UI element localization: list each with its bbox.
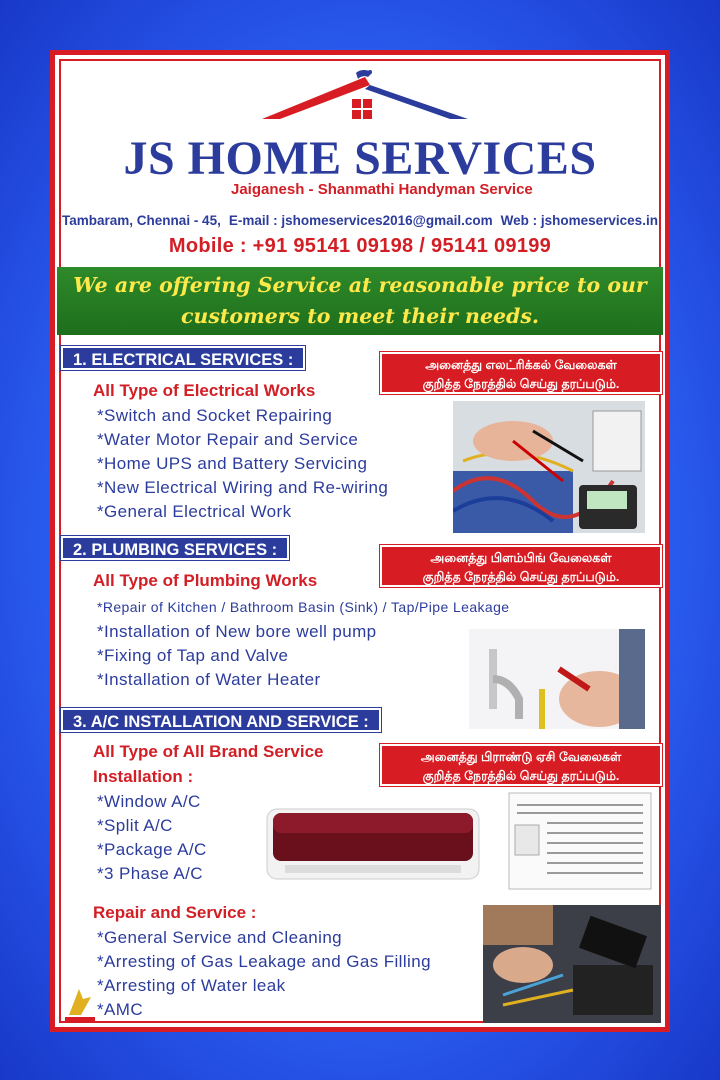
- web-link[interactable]: Web : jshomeservices.in: [500, 213, 658, 228]
- ac-repair-list: [97, 926, 431, 1022]
- split-ac-image: [265, 805, 481, 885]
- ac-repair-heading: Repair and Service :: [93, 903, 257, 922]
- plumbing-list-small: [97, 595, 509, 619]
- plumbing-photo: [469, 629, 645, 729]
- list-item: * 3 Phase A/C: [97, 862, 207, 886]
- ac-repair-photo: [483, 905, 661, 1023]
- list-item: * Window A/C: [97, 790, 207, 814]
- email-link[interactable]: E-mail : jshomeservices2016@gmail.com: [228, 213, 493, 228]
- designer-logo-icon: [65, 985, 95, 1025]
- electrical-section-heading: 1. ELECTRICAL SERVICES :: [61, 346, 305, 370]
- address-text: Tambaram, Chennai - 45,: [62, 213, 221, 228]
- list-item: * Home UPS and Battery Servicing: [97, 452, 388, 476]
- mobile-numbers[interactable]: Mobile : +91 95141 09198 / 95141 09199: [168, 235, 552, 257]
- list-item: * Installation of Water Heater: [97, 668, 377, 692]
- ac-tamil-line-1: அனைத்து பிராண்டு ஏசி வேலைகள்: [420, 750, 622, 764]
- list-item: * Water Motor Repair and Service: [97, 428, 388, 452]
- list-item: * General Service and Cleaning: [97, 926, 431, 950]
- plumbing-tamil-line-2: குறித்த நேரத்தில் செய்து தரப்படும்.: [422, 570, 620, 584]
- ac-tamil-line-2: குறித்த நேரத்தில் செய்து தரப்படும்.: [422, 769, 620, 783]
- brand-title: JS HOME SERVICES: [123, 132, 597, 185]
- contact-line: [55, 213, 665, 228]
- list-item: * Switch and Socket Repairing: [97, 404, 388, 428]
- list-item: * Split A/C: [97, 814, 207, 838]
- service-poster: [50, 50, 670, 1032]
- ac-installation-heading: Installation :: [93, 767, 194, 786]
- ac-subheading: All Type of All Brand Service: [93, 742, 324, 761]
- list-item: * Repair of Kitchen / Bathroom Basin (Sink) / Tap/Pipe Leakage: [97, 595, 509, 619]
- house-roof-logo-icon: [260, 69, 470, 131]
- plumbing-list: [97, 620, 377, 692]
- list-item: * General Electrical Work: [97, 500, 388, 524]
- electrical-tamil-line-1: அனைத்து எலட்ரிக்கல் வேலைகள்: [425, 358, 617, 372]
- banner-line-2: customers to meet their needs.: [180, 304, 540, 328]
- ac-tamil-box: [380, 744, 662, 786]
- electrical-subheading: All Type of Electrical Works: [93, 381, 316, 400]
- electrical-list: [97, 404, 388, 524]
- plumbing-subheading: All Type of Plumbing Works: [93, 571, 318, 590]
- list-item: * Arresting of Water leak: [97, 974, 431, 998]
- list-item: * Fixing of Tap and Valve: [97, 644, 377, 668]
- plumbing-section-heading: 2. PLUMBING SERVICES :: [61, 536, 289, 560]
- brand-subtitle: Jaiganesh - Shanmathi Handyman Service: [231, 181, 533, 198]
- plumbing-tamil-box: [380, 545, 662, 587]
- list-item: * AMC: [97, 998, 431, 1022]
- list-item: * Arresting of Gas Leakage and Gas Filling: [97, 950, 431, 974]
- ac-install-list: [97, 790, 207, 886]
- electrical-tamil-box: [380, 352, 662, 394]
- window-ac-image: [507, 791, 653, 891]
- offer-banner: [57, 267, 663, 335]
- electrical-wiring-photo: [453, 401, 645, 533]
- list-item: * New Electrical Wiring and Re-wiring: [97, 476, 388, 500]
- list-item: * Installation of New bore well pump: [97, 620, 377, 644]
- list-item: * Package A/C: [97, 838, 207, 862]
- banner-line-1: We are offering Service at reasonable price to our: [73, 273, 647, 297]
- ac-section-heading: 3. A/C INSTALLATION AND SERVICE :: [61, 708, 381, 732]
- electrical-tamil-line-2: குறித்த நேரத்தில் செய்து தரப்படும்.: [422, 377, 620, 391]
- plumbing-tamil-line-1: அனைத்து பிளம்பிங் வேலைகள்: [430, 551, 612, 565]
